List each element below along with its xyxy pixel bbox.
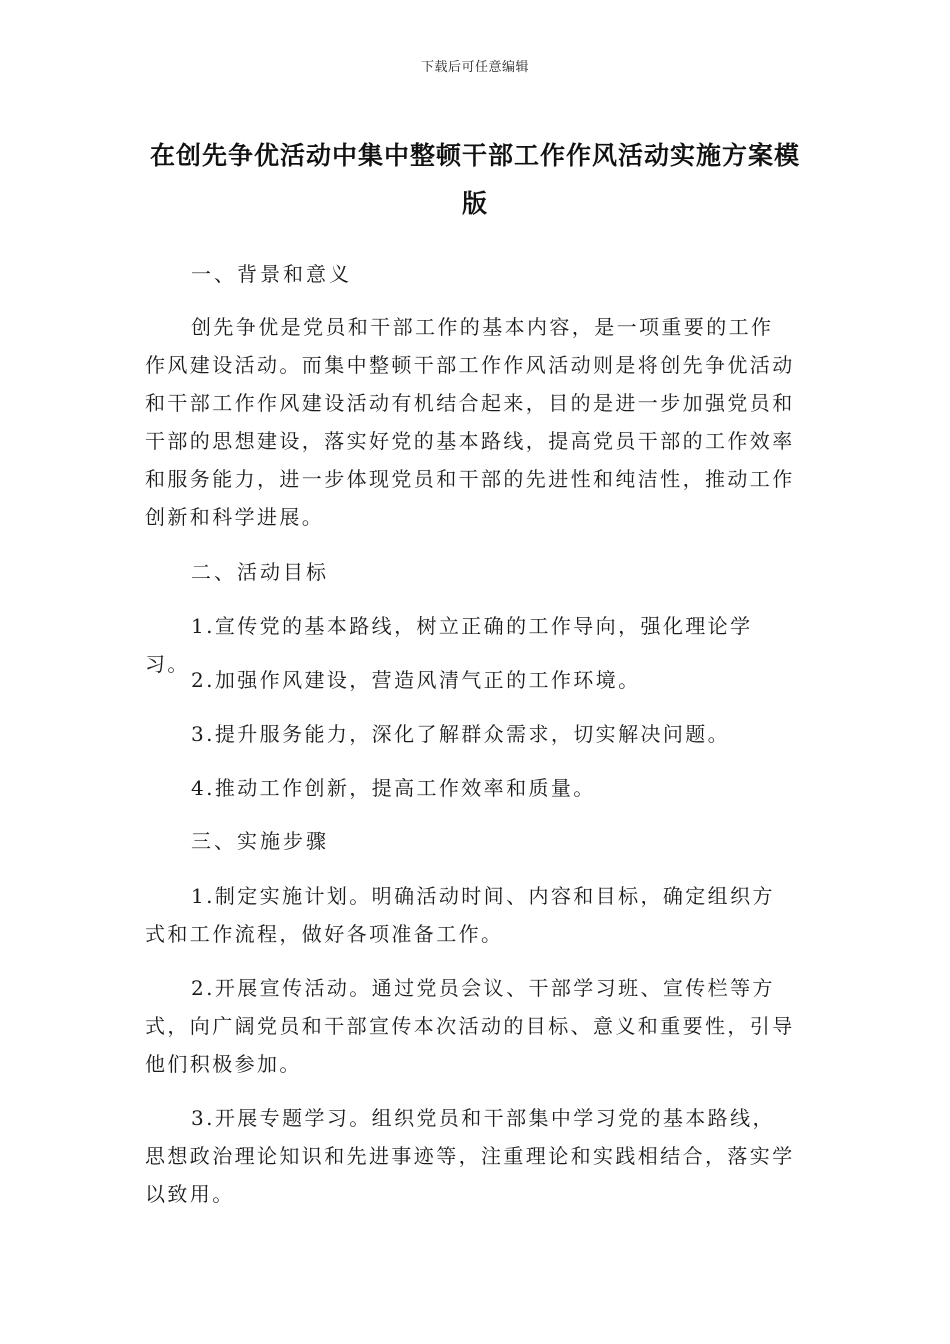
goal-item-3: 3.提升服务能力，深化了解群众需求，切实解决问题。 <box>191 722 731 746</box>
paragraph-background: 创先争优是党员和干部工作的基本内容，是一项重要的工作作风建设活动。而集中整顿干部工作作风活动则是将创先争优活动和干部工作作风建设活动有机结合起来，目的是进一步加强党员和干部的思想建设，落实好党的基本路线，提高党员干部的工作效率和服务能力，进一步体现党员和干部的先进性和纯洁性，推动工作创新和科学进展。 <box>145 315 795 529</box>
section-heading-background: 一、背景和意义 <box>191 262 352 286</box>
goal-item-1: 1.宣传党的基本路线，树立正确的工作导向，强化理论学习。 <box>145 614 753 676</box>
document-title: 在创先争优活动中集中整顿干部工作作风活动实施方案模版 <box>149 141 800 218</box>
section-heading-goals: 二、活动目标 <box>191 560 329 584</box>
step-item-1: 1.制定实施计划。明确活动时间、内容和目标，确定组织方式和工作流程，做好各项准备工作。 <box>145 884 775 946</box>
section-heading-steps: 三、实施步骤 <box>191 829 329 853</box>
goal-item-2: 2.加强作风建设，营造风清气正的工作环境。 <box>191 668 641 692</box>
step-item-3: 3.开展专题学习。组织党员和干部集中学习党的基本路线，思想政治理论知识和先进事迹等，注重理论和实践相结合，落实学以致用。 <box>145 1106 795 1206</box>
header-note: 下载后可任意编辑 <box>420 60 529 75</box>
goal-item-4: 4.推动工作创新，提高工作效率和质量。 <box>191 776 596 800</box>
step-item-2: 2.开展宣传活动。通过党员会议、干部学习班、宣传栏等方式，向广阔党员和干部宣传本次活动的目标、意义和重要性，引导他们积极参加。 <box>145 976 795 1076</box>
